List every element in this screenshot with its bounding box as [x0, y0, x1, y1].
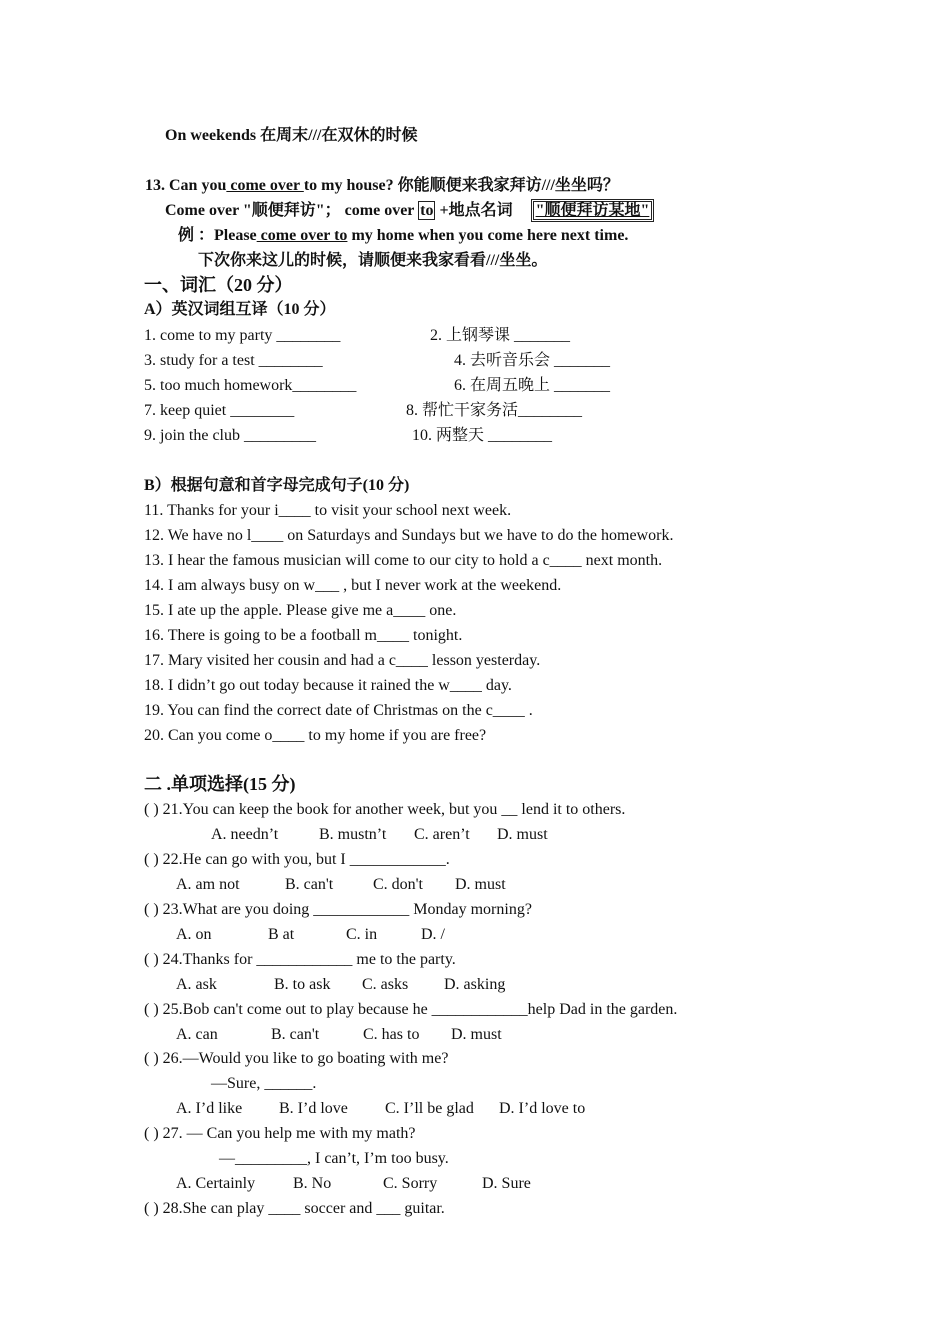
q23-option-d: D. / — [421, 926, 445, 943]
q21-option-b: B. mustn’t — [319, 826, 387, 843]
q21-option-c: C. aren’t — [414, 826, 470, 843]
vocab-left-1: 1. come to my party ________ — [144, 327, 341, 344]
q24-option-c: C. asks — [362, 976, 409, 993]
q26-option-b: B. I’d love — [279, 1100, 348, 1117]
example-sentence — [178, 226, 628, 246]
q22-option-c: C. don't — [373, 876, 423, 893]
vocab-right-5: 10. 两整天 ________ — [412, 427, 553, 444]
q24-option-a: A. ask — [176, 976, 217, 993]
q26-option-d: D. I’d love to — [499, 1100, 586, 1117]
come-over-part1: Come over "顺便拜访"； come over — [165, 202, 419, 219]
q25-option-c: C. has to — [363, 1026, 420, 1043]
item13-sentence — [145, 176, 619, 196]
question-23: ( ) 23.What are you doing ____________ Monday morning? — [144, 901, 532, 918]
q27-option-c: C. Sorry — [383, 1175, 438, 1192]
q25-option-b: B. can't — [271, 1026, 320, 1043]
vocab-left-2: 3. study for a test ________ — [144, 352, 323, 369]
q25-option-a: A. can — [176, 1026, 218, 1043]
question-21: ( ) 21.You can keep the book for another week, but you __ lend it to others. — [144, 801, 626, 818]
sentence-18: 18. I didn’t go out today because it rained the w____ day. — [144, 677, 512, 694]
vocab-left-4: 7. keep quiet ________ — [144, 402, 295, 419]
q23-option-c: C. in — [346, 926, 378, 943]
come-over-explanation — [165, 201, 654, 221]
question-27: ( ) 27. — Can you help me with my math? — [144, 1125, 416, 1142]
sentence-15: 15. I ate up the apple. Please give me a____ one. — [144, 602, 457, 619]
vocab-left-3: 5. too much homework________ — [144, 377, 357, 394]
sentence-20: 20. Can you come o____ to my home if you are free? — [144, 727, 487, 744]
question-24: ( ) 24.Thanks for ____________ me to the party. — [144, 951, 456, 968]
example-part1: 例 ：Please — [178, 227, 257, 244]
section1-title: 一、词汇（20 分） — [144, 275, 293, 295]
partB-title: B）根据句意和首字母完成句子(10 分) — [144, 477, 410, 494]
sentence-19: 19. You can find the correct date of Christmas on the c____ . — [144, 702, 533, 719]
on-weekends-note: On weekends 在周末///在双休的时候 — [165, 127, 418, 144]
q25-option-d: D. must — [451, 1026, 502, 1043]
q22-option-b: B. can't — [285, 876, 334, 893]
q26-option-a: A. I’d like — [176, 1100, 243, 1117]
q27-option-a: A. Certainly — [176, 1175, 256, 1192]
question-25: ( ) 25.Bob can't come out to play because he ____________help Dad in the garden. — [144, 1001, 678, 1018]
q27-option-b: B. No — [293, 1175, 332, 1192]
q23-option-a: A. on — [176, 926, 212, 943]
q26-option-c: C. I’ll be glad — [385, 1100, 474, 1117]
example-translation: 下次你来这儿的时候，请顺便来我家看看///坐坐。 — [198, 252, 548, 269]
item13-part3: to my house? 你能顺便来我家拜访///坐坐吗？ — [303, 177, 619, 194]
vocab-right-2: 4. 去听音乐会 _______ — [454, 352, 611, 369]
q22-option-d: D. must — [455, 876, 506, 893]
example-part3: my home when you come here next time. — [347, 227, 629, 244]
q26-response: —Sure, ______. — [211, 1075, 317, 1092]
q27-response: —_________, I can’t, I’m too busy. — [219, 1150, 449, 1167]
partA-title: A）英汉词组互译（10 分） — [144, 301, 336, 318]
vocab-right-4: 8. 帮忙干家务活________ — [406, 402, 583, 419]
q21-option-d: D. must — [497, 826, 548, 843]
vocab-left-5: 9. join the club _________ — [144, 427, 316, 444]
item13-part1: 13. Can you — [145, 177, 227, 194]
q27-option-d: D. Sure — [482, 1175, 531, 1192]
sentence-17: 17. Mary visited her cousin and had a c____ lesson yesterday. — [144, 652, 541, 669]
question-22: ( ) 22.He can go with you, but I ____________. — [144, 851, 450, 868]
question-28: ( ) 28.She can play ____ soccer and ___ guitar. — [144, 1200, 445, 1217]
item13-phrase: come over — [226, 177, 304, 194]
sentence-14: 14. I am always busy on w___ , but I never work at the weekend. — [144, 577, 562, 594]
vocab-right-1: 2. 上钢琴课 _______ — [430, 327, 571, 344]
come-over-part3: +地点名词 — [435, 202, 513, 219]
q23-option-b: B at — [268, 926, 295, 943]
sentence-13: 13. I hear the famous musician will come to our city to hold a c____ next month. — [144, 552, 663, 569]
q22-option-a: A. am not — [176, 876, 240, 893]
sentence-11: 11. Thanks for your i____ to visit your school next week. — [144, 502, 512, 519]
visit-place-boxed: "顺便拜访某地" — [531, 199, 655, 222]
section2-title: 二 .单项选择(15 分) — [144, 774, 296, 794]
q21-option-a: A. needn’t — [211, 826, 279, 843]
question-26: ( ) 26.—Would you like to go boating with me? — [144, 1050, 449, 1067]
sentence-16: 16. There is going to be a football m____ tonight. — [144, 627, 463, 644]
q24-option-b: B. to ask — [274, 976, 331, 993]
example-phrase: come over to — [256, 227, 348, 244]
to-boxed: to — [420, 202, 434, 219]
sentence-12: 12. We have no l____ on Saturdays and Sundays but we have to do the homework. — [144, 527, 674, 544]
q24-option-d: D. asking — [444, 976, 506, 993]
vocab-right-3: 6. 在周五晚上 _______ — [454, 377, 611, 394]
